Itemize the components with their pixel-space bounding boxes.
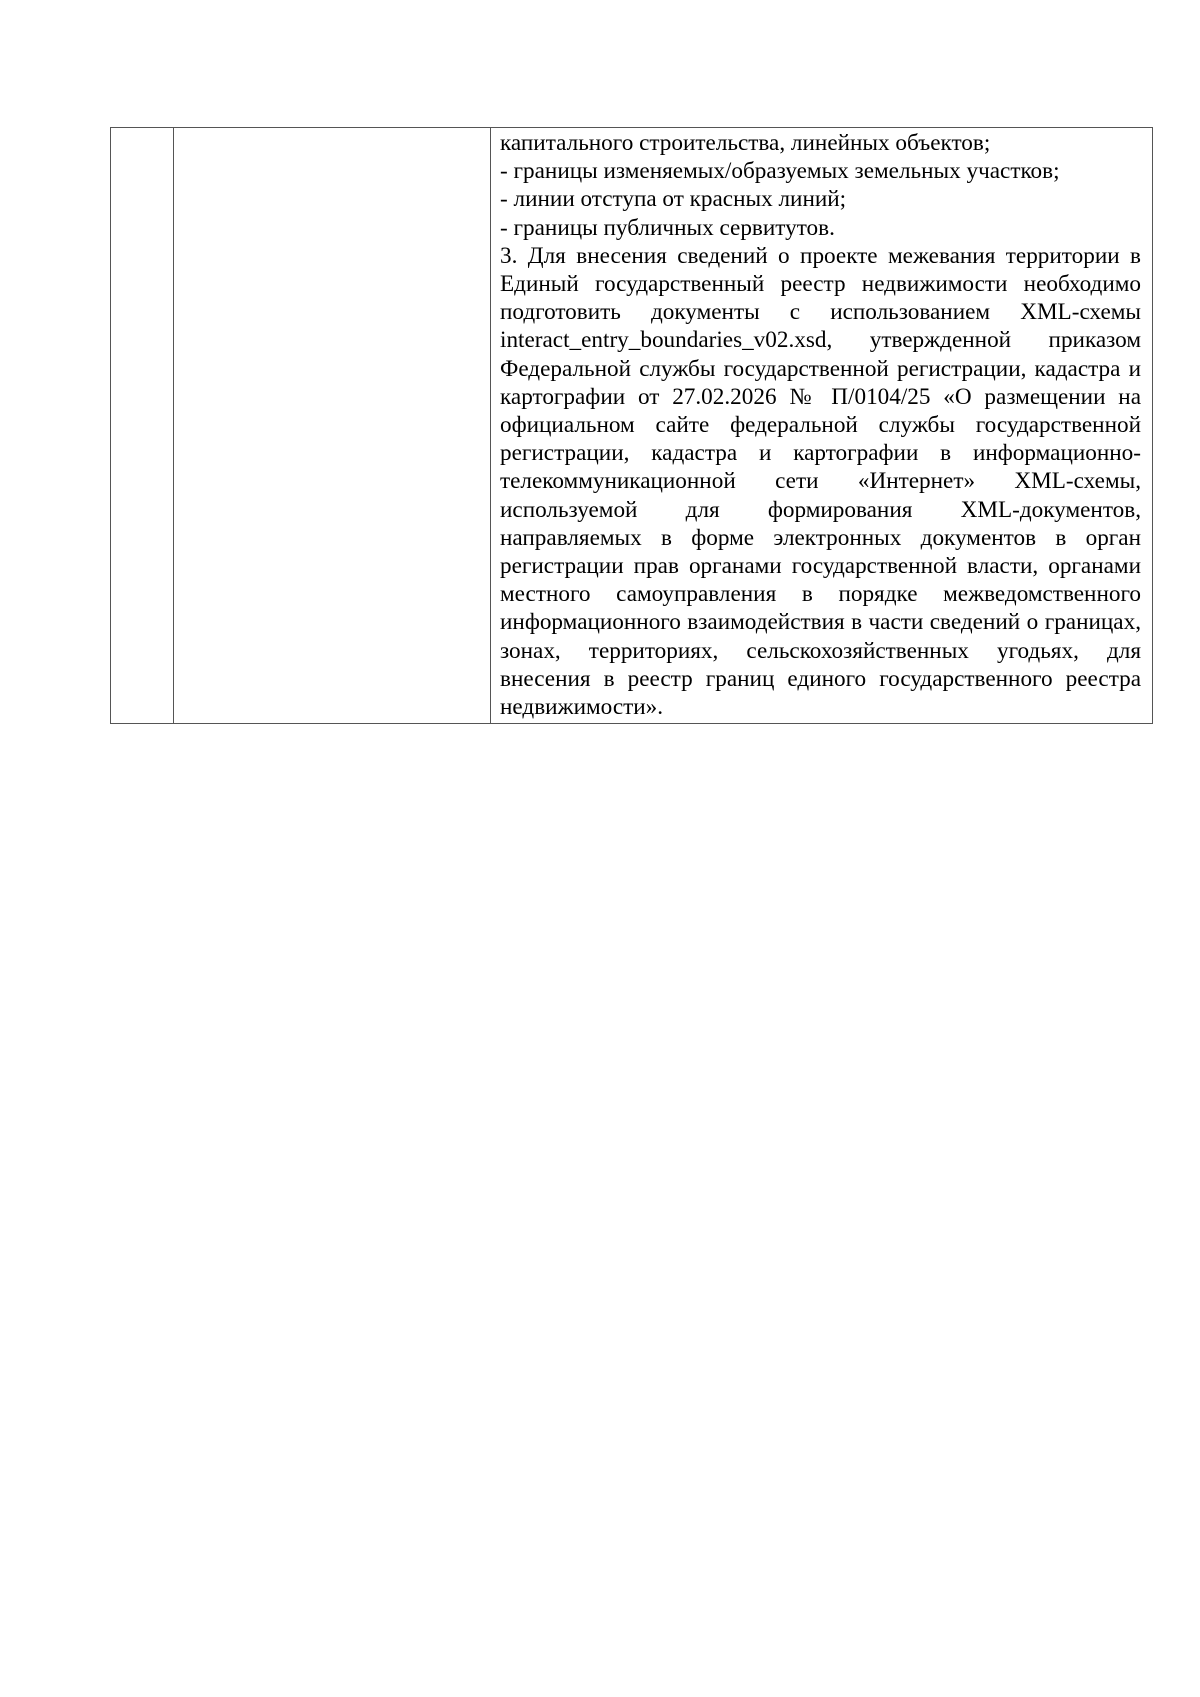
row-number [111,128,173,131]
description-line: капитального строительства, линейных объектов; [500,130,991,156]
row-name-cell [174,128,491,724]
row-name [174,128,490,131]
row-description [491,128,1152,723]
table-row [111,128,1153,724]
row-number-cell [111,128,174,724]
row-description-cell [491,128,1153,724]
description-paragraph: 3. Для внесения сведений о проекте межевания территории в Единый государственный реестр недвижимости необходимо подготовить документы с использованием XML-схемы interact_entry_boundaries_v02.xsd, утвержденной приказом Федеральной службы государственной регистрации, кадастра и картографии от 27.02.2026 № П/0104/25 «О размещении на официальном сайте федеральной службы государственной регистрации, кадастра и картографии в информационно-телекоммуникационной сети «Интернет» XML-схемы, используемой для формирования XML-документов, направляемых в форме электронных документов в орган регистрации прав органами государственной власти, органами местного самоуправления в порядке межведомственного информационного взаимодействия в части сведений о границах, зонах, территориях, сельскохозяйственных угодьях, для внесения в реестр границ единого государственного реестра недвижимости». [500,242,1141,721]
description-line: - границы изменяемых/образуемых земельных участков; [500,158,1060,185]
document-table [110,127,1153,724]
description-line: - линии отступа от красных линий; [500,186,847,213]
description-line: - границы публичных сервитутов. [500,214,835,241]
